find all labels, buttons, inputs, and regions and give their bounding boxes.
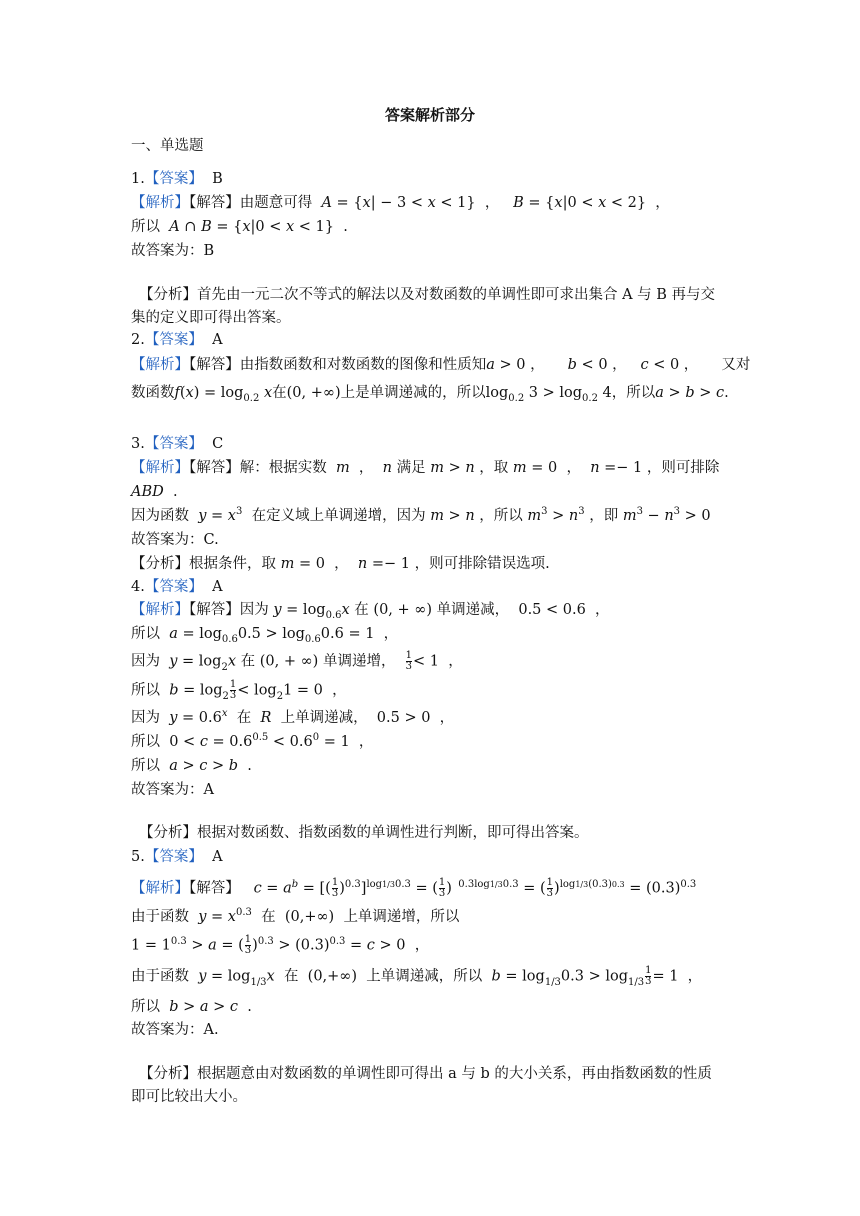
q3-reason: 因为函数 $y = x^3$ 在定义域上单调递增，因为 m > n ，所以 $m^3 > n^3$ ，即 $m^3 - n^3 > 0$ [131,506,711,524]
q5-analysis: 【分析】根据题意由对数函数的单调性即可得出 a 与 b 的大小关系，再由指数函数的性质 即可比较出大小。 [131,1066,712,1105]
q4-analysis: 【分析】根据对数函数、指数函数的单调性进行判断，即可得出答案。 [139,825,589,841]
q1-final: 故答案为：B [131,243,215,259]
q4-step-c: 所以 $0 < c = 0.6^{0.5} < 0.6^0 = 1$ ， [131,732,374,750]
q3-analysis: 【分析】根据条件，取 m = 0 ， n =− 1 ，则可排除错误选项. [131,556,550,572]
q5-step-1: 由于函数 $y = x^{0.3}$ 在 (0,+∞) 上单调递增，所以 [131,907,460,925]
q5-final: 故答案为：A. [131,1022,219,1038]
page-title: 答案解析部分 [384,106,475,124]
q4-answer: 4.【答案】 A [131,579,223,595]
q4-step-b: 所以 $b = \log_2$ $\frac{1}{3}$ < $\log_21 = 0$ ， [131,679,347,702]
q1-intersection: 所以 A ∩ B = {x|0 < x < 1} . [131,219,348,235]
section-heading: 一、单选题 [131,138,204,154]
q5-step-2: $1 = 1^{0.3} > a$ = ( $\frac{1}{3}$ )$^{0.3} > (0.3)^{0.3} = c > 0$ ， [131,934,430,956]
q5-step-3: 由于函数 $y = \log_{1/3}x$ 在 (0,+∞) 上单调递减，所以 $b = \log_{1/3}0.3 > \log_{1/3}$ $\frac{1}{3}$ = 1 ， [131,965,703,988]
q3-abd: ABD . [131,484,178,500]
q2-answer: 2.【答案】 A [131,332,223,348]
q2-solution: 【解析】【解答】由指数函数和对数函数的图像和性质知a > 0 ， b < 0 ， c < 0 ， 又对 [131,357,751,373]
q3-final: 故答案为：C. [131,532,219,548]
q4-solution: 【解析】【解答】因为 $y = \log_{0.6}x$ 在 (0, + ∞) 单调递减， 0.5 < 0.6 ， [131,602,610,621]
q4-step-log2: 因为 $y = \log_2x$ 在 (0, + ∞) 单调递增， $\frac{1}{3}$ < 1 ， [131,650,463,673]
q1-solution: 【解析】【解答】由题意可得 A = {x| − 3 < x < 1} ， B = {x|0 < x < 2} ， [131,195,670,211]
q2-solution-2: 数函数$f(x) = \log_{0.2} x$在(0, +∞)上是单调递减的，所以$\log_{0.2} 3 > \log_{0.2} 4$，所以a > b > c. [131,385,729,404]
q3-answer: 3.【答案】 C [131,436,224,452]
q4-step-exp: 因为 $y = 0.6^x$ 在 R 上单调递减， 0.5 > 0 ， [131,708,455,726]
q1-analysis: 【分析】首先由一元二次不等式的解法以及对数函数的单调性即可求出集合 A 与 B 再与交 集的定义即可得出答案。 [131,287,716,326]
q4-step-a: 所以 $a = \log_{0.6}0.5 > \log_{0.6}0.6 = 1$ ， [131,626,399,645]
q5-conclusion: 所以 b > a > c . [131,999,252,1015]
q5-solution: 【解析】【解答】 $c = a^b$ = [( $\frac{1}{3}$ )$^{0.3}$]$^{log1/30.3}$ = ( $\frac{1}{3}$ ) $^{0.3log1/30.3}$ = ( $\frac{1}{3}$ )$^{log1/3(0.3)0.3} = (0.3)^{0.3}$ [131,877,697,899]
q3-solution: 【解析】【解答】解：根据实数 m ， n 满足 m > n ，取 m = 0 ， n =− 1 ，则可排除 [131,460,720,476]
q4-conclusion: 所以 a > c > b . [131,758,252,774]
q4-final: 故答案为：A [131,782,214,798]
q1-answer: 1.【答案】 B [131,171,223,187]
q5-answer: 5.【答案】 A [131,849,223,865]
